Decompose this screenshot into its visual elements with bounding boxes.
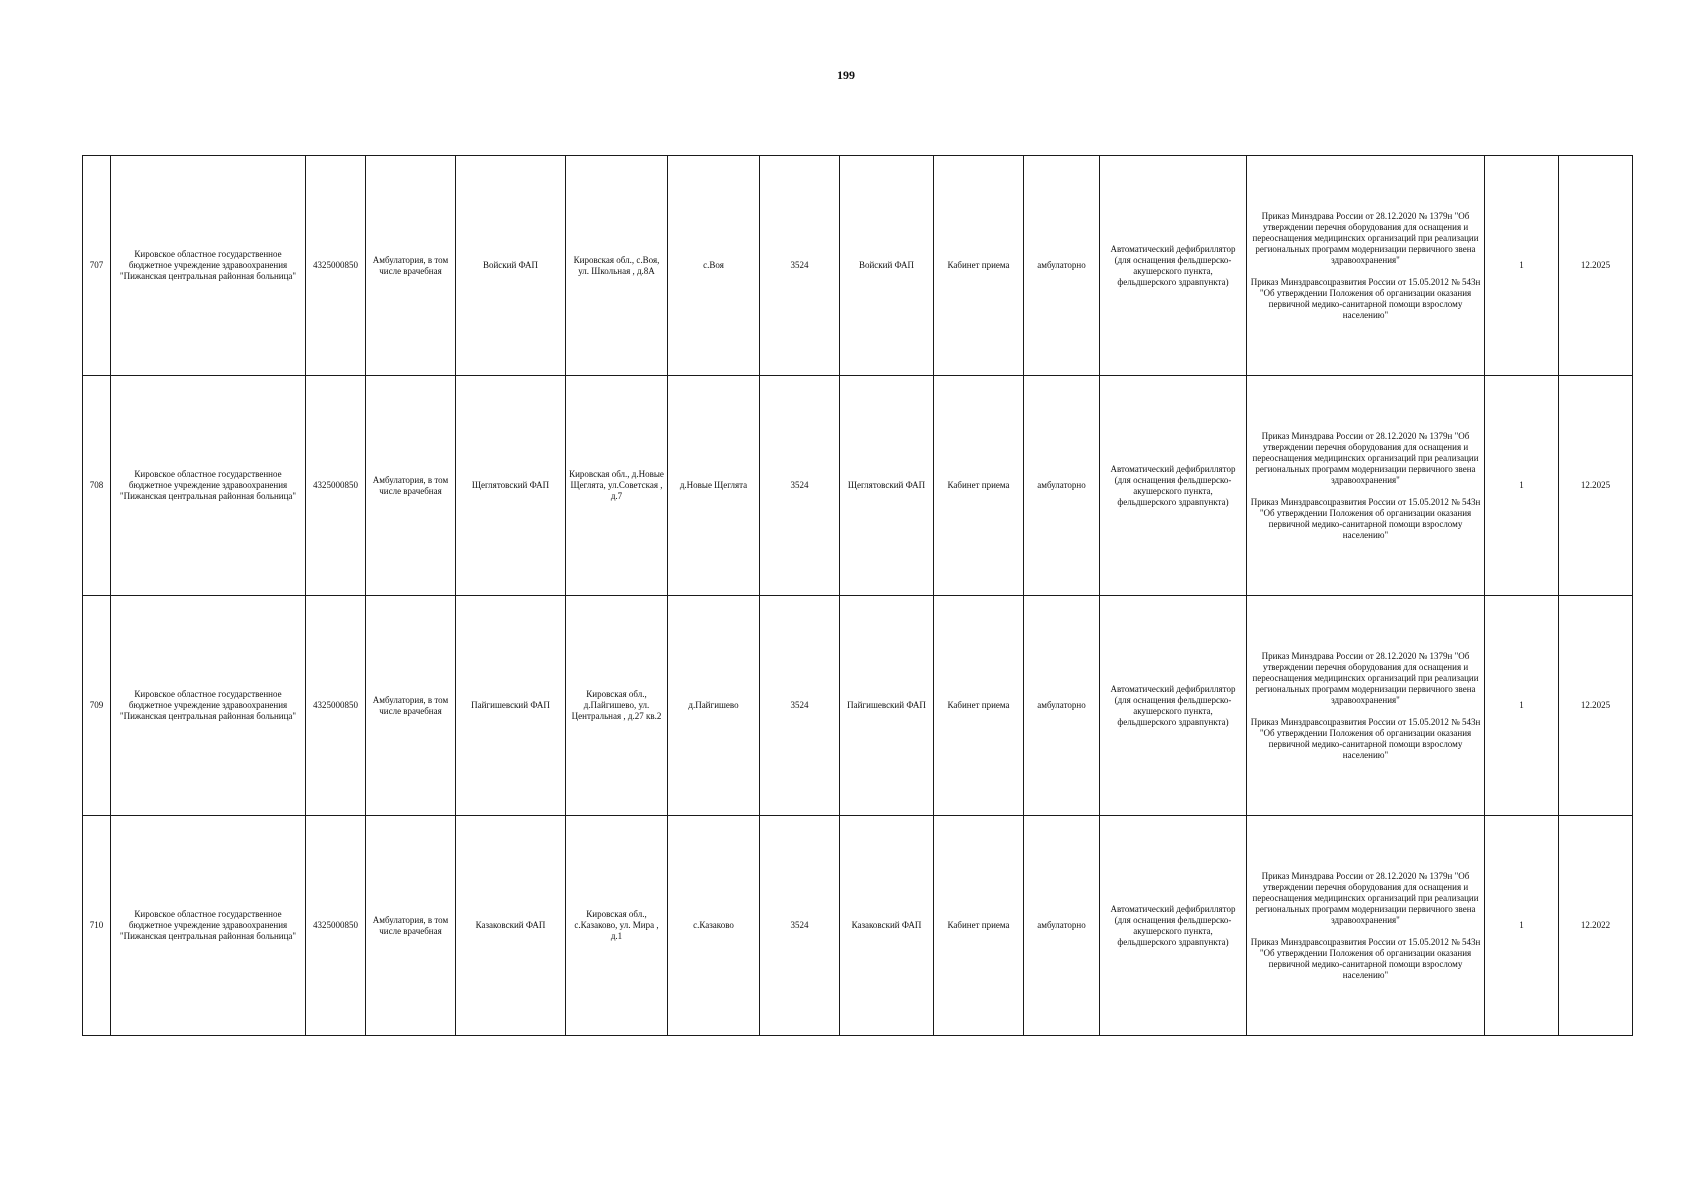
code: 3524 bbox=[760, 376, 840, 596]
page-number: 199 bbox=[837, 68, 855, 82]
equipment: Автоматический дефибриллятор (для оснащения фельдшерско-акушерского пункта, фельдшерского здравпункта) bbox=[1100, 596, 1247, 816]
unit-name: Пайгишевский ФАП bbox=[840, 596, 934, 816]
table-row bbox=[83, 376, 1633, 596]
settlement: д.Новые Щеглята bbox=[668, 376, 760, 596]
care-mode: амбулаторно bbox=[1024, 816, 1100, 1036]
row-number: 709 bbox=[83, 596, 111, 816]
quantity: 1 bbox=[1485, 816, 1559, 1036]
legal-basis-order-1379n: Приказ Минздрава России от 28.12.2020 № 1379н "Об утверждении перечня оборудования для оснащения и переоснащения медицинских организаций при реализации региональных программ модернизации первичного звена здравоохранения" bbox=[1252, 870, 1479, 925]
quantity: 1 bbox=[1485, 376, 1559, 596]
settlement: с.Казаково bbox=[668, 816, 760, 1036]
quantity: 1 bbox=[1485, 596, 1559, 816]
legal-basis-order-543n: Приказ Минздравсоцразвития России от 15.05.2012 № 543н "Об утверждении Положения об организации оказания первичной медико-санитарной помощи взрослому населению" bbox=[1250, 936, 1481, 980]
care-mode: амбулаторно bbox=[1024, 156, 1100, 376]
facility-type: Амбулатория, в том числе врачебная bbox=[366, 376, 456, 596]
unit-name: Щеглятовский ФАП bbox=[840, 376, 934, 596]
legal-basis bbox=[1247, 816, 1485, 1036]
due-date: 12.2025 bbox=[1559, 376, 1633, 596]
care-mode: амбулаторно bbox=[1024, 596, 1100, 816]
table-row bbox=[83, 816, 1633, 1036]
organization-name: Кировское областное государственное бюджетное учреждение здравоохранения "Пижанская центральная районная больница" bbox=[111, 156, 306, 376]
facility-type: Амбулатория, в том числе врачебная bbox=[366, 816, 456, 1036]
inn: 4325000850 bbox=[306, 156, 366, 376]
legal-basis bbox=[1247, 376, 1485, 596]
legal-basis-order-1379n: Приказ Минздрава России от 28.12.2020 № 1379н "Об утверждении перечня оборудования для оснащения и переоснащения медицинских организаций при реализации региональных программ модернизации первичного звена здравоохранения" bbox=[1252, 650, 1479, 705]
facility-type: Амбулатория, в том числе врачебная bbox=[366, 596, 456, 816]
row-number: 707 bbox=[83, 156, 111, 376]
facility-type: Амбулатория, в том числе врачебная bbox=[366, 156, 456, 376]
legal-basis bbox=[1247, 596, 1485, 816]
organization-name: Кировское областное государственное бюджетное учреждение здравоохранения "Пижанская центральная районная больница" bbox=[111, 596, 306, 816]
legal-basis-order-543n: Приказ Минздравсоцразвития России от 15.05.2012 № 543н "Об утверждении Положения об организации оказания первичной медико-санитарной помощи взрослому населению" bbox=[1250, 276, 1481, 320]
legal-basis-order-543n: Приказ Минздравсоцразвития России от 15.05.2012 № 543н "Об утверждении Положения об организации оказания первичной медико-санитарной помощи взрослому населению" bbox=[1250, 496, 1481, 540]
room: Кабинет приема bbox=[934, 156, 1024, 376]
row-number: 708 bbox=[83, 376, 111, 596]
legal-basis-order-543n: Приказ Минздравсоцразвития России от 15.05.2012 № 543н "Об утверждении Положения об организации оказания первичной медико-санитарной помощи взрослому населению" bbox=[1250, 716, 1481, 760]
organization-name: Кировское областное государственное бюджетное учреждение здравоохранения "Пижанская центральная районная больница" bbox=[111, 816, 306, 1036]
unit-name: Казаковский ФАП bbox=[840, 816, 934, 1036]
organization-name: Кировское областное государственное бюджетное учреждение здравоохранения "Пижанская центральная районная больница" bbox=[111, 376, 306, 596]
code: 3524 bbox=[760, 156, 840, 376]
inn: 4325000850 bbox=[306, 596, 366, 816]
legal-basis bbox=[1247, 156, 1485, 376]
address: Кировская обл., с.Казаково, ул. Мира , д.1 bbox=[566, 816, 668, 1036]
code: 3524 bbox=[760, 596, 840, 816]
room: Кабинет приема bbox=[934, 596, 1024, 816]
due-date: 12.2025 bbox=[1559, 156, 1633, 376]
row-number: 710 bbox=[83, 816, 111, 1036]
due-date: 12.2025 bbox=[1559, 596, 1633, 816]
address: Кировская обл., д.Новые Щеглята, ул.Советская , д.7 bbox=[566, 376, 668, 596]
table-row bbox=[83, 596, 1633, 816]
equipment: Автоматический дефибриллятор (для оснащения фельдшерско-акушерского пункта, фельдшерского здравпункта) bbox=[1100, 376, 1247, 596]
quantity: 1 bbox=[1485, 156, 1559, 376]
care-mode: амбулаторно bbox=[1024, 376, 1100, 596]
inn: 4325000850 bbox=[306, 816, 366, 1036]
equipment: Автоматический дефибриллятор (для оснащения фельдшерско-акушерского пункта, фельдшерского здравпункта) bbox=[1100, 156, 1247, 376]
legal-basis-order-1379n: Приказ Минздрава России от 28.12.2020 № 1379н "Об утверждении перечня оборудования для оснащения и переоснащения медицинских организаций при реализации региональных программ модернизации первичного звена здравоохранения" bbox=[1252, 430, 1479, 485]
room: Кабинет приема bbox=[934, 376, 1024, 596]
legal-basis-order-1379n: Приказ Минздрава России от 28.12.2020 № 1379н "Об утверждении перечня оборудования для оснащения и переоснащения медицинских организаций при реализации региональных программ модернизации первичного звена здравоохранения" bbox=[1252, 210, 1479, 265]
address: Кировская обл., д.Пайгишево, ул. Центральная , д.27 кв.2 bbox=[566, 596, 668, 816]
unit-name: Войский ФАП bbox=[840, 156, 934, 376]
room: Кабинет приема bbox=[934, 816, 1024, 1036]
due-date: 12.2022 bbox=[1559, 816, 1633, 1036]
inn: 4325000850 bbox=[306, 376, 366, 596]
settlement: д.Пайгишево bbox=[668, 596, 760, 816]
unit: Пайгишевский ФАП bbox=[456, 596, 566, 816]
settlement: с.Воя bbox=[668, 156, 760, 376]
equipment: Автоматический дефибриллятор (для оснащения фельдшерско-акушерского пункта, фельдшерского здравпункта) bbox=[1100, 816, 1247, 1036]
unit: Щеглятовский ФАП bbox=[456, 376, 566, 596]
unit: Войский ФАП bbox=[456, 156, 566, 376]
unit: Казаковский ФАП bbox=[456, 816, 566, 1036]
address: Кировская обл., с.Воя, ул. Школьная , д.8А bbox=[566, 156, 668, 376]
code: 3524 bbox=[760, 816, 840, 1036]
table-row bbox=[83, 156, 1633, 376]
equipment-registry-table bbox=[82, 155, 1633, 1036]
